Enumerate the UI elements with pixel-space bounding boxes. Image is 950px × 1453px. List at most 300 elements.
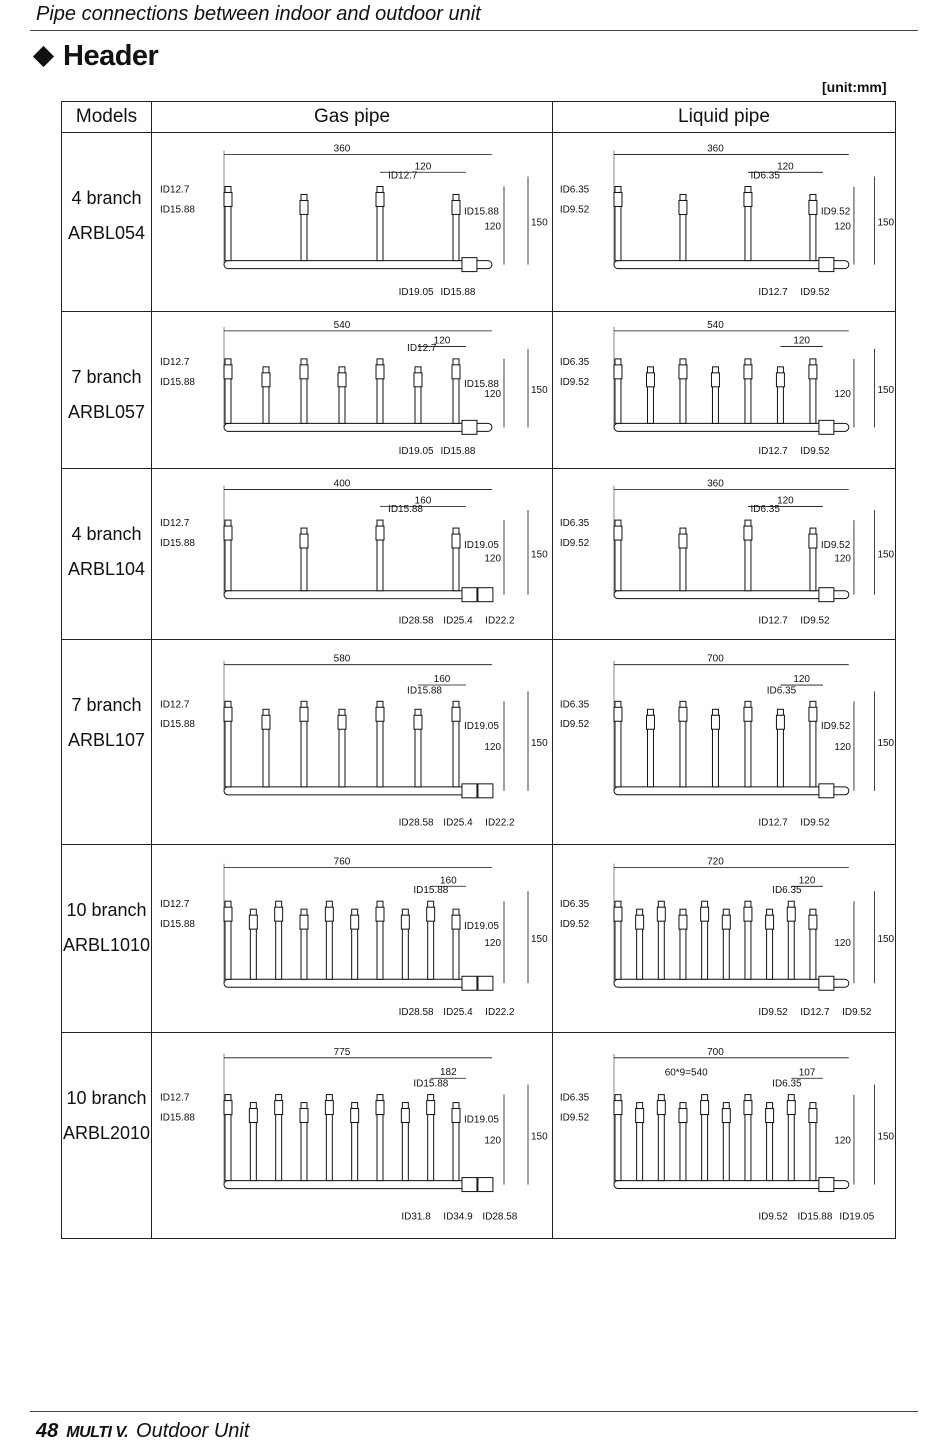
pipe-id-label: ID15.88: [160, 719, 195, 731]
pipe-id-label: ID15.88: [413, 885, 449, 897]
pitch-dimension: 120: [777, 495, 794, 507]
pipe-id-label: ID15.88: [160, 1112, 195, 1124]
gas-pipe-diagram: [152, 469, 552, 639]
branch-socket: [657, 907, 665, 921]
page-title: Pipe connections between indoor and outdoor unit: [36, 3, 481, 25]
branch-socket: [614, 526, 622, 540]
unit-label: [unit:mm]: [822, 79, 887, 95]
pipe-id-label: ID15.88: [160, 204, 195, 216]
overall-dimension: 400: [333, 478, 351, 490]
height-dimension-150: 150: [530, 738, 548, 750]
pitch-dimension: 160: [433, 674, 451, 686]
reducer-socket: [478, 1178, 493, 1192]
branch-socket: [614, 907, 622, 921]
branch-socket: [224, 526, 232, 540]
liquid-pipe-diagram: [553, 312, 895, 468]
table-row: [62, 845, 896, 1033]
header-spec-table: [61, 101, 896, 1239]
branch-socket: [338, 715, 346, 729]
model-code: ARBL104: [67, 559, 146, 579]
reducer-socket: [462, 420, 477, 434]
pitch-dimension: 182: [440, 1067, 457, 1079]
pipe-id-label: ID19.05: [463, 540, 499, 552]
height-dimension-150: 150: [530, 385, 548, 397]
branch-socket: [809, 1109, 817, 1123]
end-id-label: ID25.4: [443, 1006, 473, 1018]
gas-header-drawing: [160, 1047, 548, 1223]
overall-dimension: 700: [707, 653, 724, 665]
pipe-id-label: ID12.7: [407, 342, 437, 354]
branch-socket: [787, 1101, 795, 1115]
overall-dimension: 580: [333, 653, 351, 665]
end-id-label: ID25.4: [443, 817, 473, 829]
pipe-id-label: ID9.52: [559, 919, 590, 931]
height-dimension-120: 120: [834, 938, 851, 950]
height-dimension-120: 120: [834, 742, 851, 754]
branch-socket: [679, 707, 687, 721]
branch-socket: [224, 365, 232, 379]
liquid-pipe-cell: [553, 1033, 896, 1239]
gas-pipe-cell: [152, 845, 553, 1033]
main-pipe: [224, 261, 492, 269]
diamond-bullet-icon: [33, 46, 54, 67]
height-dimension-150: 150: [877, 1131, 895, 1143]
pitch-dimension: 160: [414, 495, 432, 507]
pipe-id-label: ID6.35: [772, 885, 802, 897]
height-dimension-150: 150: [530, 217, 548, 229]
branch-socket: [224, 907, 232, 921]
end-id-label: ID19.05: [398, 286, 434, 298]
pitch-dimension: 107: [798, 1067, 816, 1079]
main-pipe: [614, 423, 849, 431]
height-dimension-120: 120: [484, 389, 502, 401]
pipe-id-label: ID6.35: [559, 356, 590, 368]
pipe-id-label: ID9.52: [820, 540, 851, 552]
end-id-label: ID9.52: [800, 817, 830, 829]
gas-pipe-diagram: [152, 640, 552, 844]
branch-socket: [711, 373, 719, 387]
model-code: ARBL2010: [62, 1123, 151, 1143]
branch-socket: [722, 1109, 730, 1123]
liquid-pipe-cell: [553, 469, 896, 640]
pipe-id-label: ID9.52: [559, 538, 590, 550]
pitch-dimension: 120: [777, 161, 794, 173]
branch-socket: [744, 526, 752, 540]
branch-socket: [744, 707, 752, 721]
model-cell: [62, 1033, 152, 1239]
pipe-id-label: ID12.7: [160, 518, 190, 530]
table-row: [62, 1033, 896, 1239]
pipe-id-label: ID12.7: [388, 170, 418, 182]
pipe-id-label: ID12.7: [160, 184, 190, 196]
branch-socket: [636, 1109, 644, 1123]
main-pipe: [614, 787, 849, 795]
end-id-label: ID9.52: [800, 615, 830, 627]
branch-socket: [646, 715, 654, 729]
end-id-label: ID9.52: [758, 1211, 788, 1223]
end-id-label: ID9.52: [800, 286, 830, 298]
branch-socket: [452, 915, 460, 929]
pipe-id-label: ID12.7: [160, 699, 190, 711]
end-id-label: ID12.7: [758, 445, 788, 457]
pipe-id-label: ID15.88: [413, 1078, 449, 1090]
branch-socket: [744, 907, 752, 921]
main-pipe: [224, 1181, 492, 1189]
reducer-socket: [478, 976, 493, 990]
reducer-socket: [819, 258, 834, 272]
overall-dimension: 700: [707, 1046, 724, 1058]
branch-socket: [766, 1109, 774, 1123]
table-row: [62, 312, 896, 469]
end-id-label: ID9.52: [842, 1006, 872, 1018]
col-header-gas-pipe: Gas pipe: [152, 102, 553, 133]
reducer-socket: [819, 784, 834, 798]
main-pipe: [224, 423, 492, 431]
pitch-dimension: 120: [793, 335, 810, 347]
end-id-label: ID19.05: [839, 1211, 875, 1223]
pipe-id-label: ID15.88: [463, 206, 499, 218]
end-id-label: ID34.9: [443, 1211, 473, 1223]
gas-header-drawing: [160, 320, 548, 457]
main-pipe: [614, 591, 849, 599]
pipe-id-label: ID6.35: [559, 1092, 590, 1104]
height-dimension-150: 150: [530, 1131, 548, 1143]
liquid-pipe-diagram: [553, 469, 895, 639]
pipe-id-label: ID15.88: [160, 538, 195, 550]
height-dimension-150: 150: [530, 549, 548, 561]
top-rule: [30, 30, 918, 31]
reducer-socket: [819, 420, 834, 434]
main-pipe: [224, 979, 492, 987]
pipe-id-label: ID19.05: [463, 1114, 499, 1126]
liquid-pipe-cell: [553, 312, 896, 469]
pipe-id-label: ID15.88: [407, 685, 442, 697]
pipe-id-label: ID15.88: [388, 504, 423, 516]
gas-pipe-diagram: [152, 312, 552, 468]
page-number: 48: [36, 1420, 59, 1442]
gas-pipe-cell: [152, 640, 553, 845]
pipe-id-label: ID6.35: [559, 899, 590, 911]
branch-socket: [401, 1109, 409, 1123]
pitch-dimension: 120: [793, 674, 810, 686]
end-id-label: ID31.8: [401, 1211, 431, 1223]
branch-socket: [262, 373, 270, 387]
pipe-id-label: ID6.35: [772, 1078, 802, 1090]
pipe-id-label: ID9.52: [559, 719, 590, 731]
branch-socket: [776, 373, 784, 387]
branch-socket: [300, 707, 308, 721]
pipe-id-label: ID9.52: [559, 376, 590, 388]
branch-socket: [744, 365, 752, 379]
reducer-socket: [462, 258, 477, 272]
reducer-socket: [478, 784, 493, 798]
branch-count: 10 branch: [66, 1088, 147, 1108]
main-pipe: [614, 261, 849, 269]
branch-socket: [679, 200, 687, 214]
reducer-socket: [462, 588, 477, 602]
gas-header-drawing: [160, 479, 548, 627]
branch-socket: [300, 200, 308, 214]
branch-socket: [646, 373, 654, 387]
branch-socket: [224, 1101, 232, 1115]
branch-socket: [275, 1101, 283, 1115]
overall-dimension: 360: [333, 143, 351, 155]
pipe-id-label: ID12.7: [160, 899, 190, 911]
branch-socket: [300, 365, 308, 379]
pitch-dimension: 120: [414, 161, 432, 173]
branch-socket: [809, 915, 817, 929]
branch-socket: [679, 915, 687, 929]
gas-header-drawing: [160, 654, 548, 829]
gas-pipe-cell: [152, 469, 553, 640]
liquid-header-drawing: [560, 654, 895, 829]
end-id-label: ID12.7: [758, 615, 788, 627]
height-dimension-120: 120: [834, 553, 851, 565]
branch-socket: [300, 534, 308, 548]
branch-socket: [809, 365, 817, 379]
liquid-pipe-diagram: [553, 1033, 895, 1238]
pipe-id-label: ID15.88: [160, 376, 195, 388]
branch-socket: [744, 1101, 752, 1115]
liquid-pipe-cell: [553, 845, 896, 1033]
branch-count: 10 branch: [66, 900, 147, 920]
model-cell: [62, 312, 152, 469]
branch-socket: [809, 707, 817, 721]
model-code: ARBL1010: [62, 935, 151, 955]
end-id-label: ID15.88: [797, 1211, 833, 1223]
brand-logo: MULTI V.: [66, 1424, 129, 1441]
height-dimension-120: 120: [834, 389, 851, 401]
branch-socket: [776, 715, 784, 729]
end-id-label: ID12.7: [758, 286, 788, 298]
section-heading: [36, 40, 158, 73]
end-id-label: ID9.52: [758, 1006, 788, 1018]
end-id-label: ID15.88: [440, 445, 476, 457]
branch-socket: [614, 1101, 622, 1115]
pitch-dimension: 160: [440, 875, 457, 887]
branch-count: 4 branch: [71, 524, 142, 544]
end-id-label: ID9.52: [800, 445, 830, 457]
overall-dimension: 360: [707, 143, 724, 155]
branch-socket: [300, 1109, 308, 1123]
main-pipe: [224, 787, 492, 795]
model-cell: [62, 640, 152, 845]
branch-socket: [376, 907, 384, 921]
branch-socket: [427, 907, 435, 921]
col-header-liquid-pipe: Liquid pipe: [553, 102, 896, 133]
pipe-id-label: ID6.35: [559, 184, 590, 196]
branch-socket: [427, 1101, 435, 1115]
table-row: [62, 133, 896, 312]
overall-dimension: 775: [333, 1046, 351, 1058]
branch-socket: [614, 707, 622, 721]
branch-socket: [300, 915, 308, 929]
end-id-label: ID22.2: [485, 1006, 515, 1018]
end-id-label: ID12.7: [758, 817, 788, 829]
end-id-label: ID28.58: [398, 1006, 434, 1018]
branch-socket: [376, 365, 384, 379]
branch-socket: [414, 715, 422, 729]
gas-pipe-cell: [152, 133, 553, 312]
main-pipe: [224, 591, 492, 599]
branch-socket: [262, 715, 270, 729]
end-id-label: ID28.58: [482, 1211, 518, 1223]
col-header-models: Models: [62, 102, 152, 133]
model-cell: [62, 133, 152, 312]
pitch-dimension: 120: [798, 875, 816, 887]
liquid-pipe-diagram: [553, 640, 895, 844]
reducer-socket: [478, 588, 493, 602]
branch-socket: [701, 1101, 709, 1115]
pipe-id-label: ID6.35: [559, 699, 590, 711]
pipe-id-label: ID19.05: [463, 921, 499, 933]
pipe-id-label: ID9.52: [559, 204, 590, 216]
height-dimension-120: 120: [834, 221, 851, 233]
branch-socket: [809, 534, 817, 548]
height-dimension-150: 150: [877, 934, 895, 946]
branch-socket: [224, 192, 232, 206]
section-heading-text: Header: [63, 40, 159, 72]
table-header-row: [62, 102, 896, 133]
main-pipe: [614, 1181, 849, 1189]
reducer-socket: [819, 588, 834, 602]
height-dimension-120: 120: [484, 1135, 502, 1147]
pipe-id-label: ID6.35: [750, 170, 780, 182]
branch-socket: [722, 915, 730, 929]
model-code: ARBL107: [67, 730, 146, 750]
table-row: [62, 640, 896, 845]
gas-pipe-cell: [152, 1033, 553, 1239]
liquid-pipe-diagram: [553, 845, 895, 1032]
liquid-header-drawing: [560, 144, 895, 298]
branch-socket: [679, 1109, 687, 1123]
height-dimension-120: 120: [484, 938, 502, 950]
branch-count: 4 branch: [71, 188, 142, 208]
height-dimension-150: 150: [877, 385, 895, 397]
pipe-id-label: ID12.7: [160, 1092, 190, 1104]
main-pipe: [614, 979, 849, 987]
branch-socket: [809, 200, 817, 214]
branch-socket: [325, 1101, 333, 1115]
branch-socket: [452, 365, 460, 379]
branch-socket: [414, 373, 422, 387]
branch-socket: [452, 200, 460, 214]
branch-socket: [679, 365, 687, 379]
branch-socket: [376, 526, 384, 540]
branch-socket: [614, 365, 622, 379]
pipe-id-label: ID12.7: [160, 356, 190, 368]
reducer-socket: [462, 976, 477, 990]
table-row: [62, 469, 896, 640]
reducer-socket: [462, 784, 477, 798]
branch-socket: [787, 907, 795, 921]
overall-dimension: 540: [707, 319, 724, 331]
pipe-id-label: ID6.35: [750, 504, 780, 516]
reducer-socket: [462, 1178, 477, 1192]
pipe-id-label: ID9.52: [820, 721, 851, 733]
end-id-label: ID28.58: [398, 615, 434, 627]
pipe-id-label: ID19.05: [463, 721, 499, 733]
gas-pipe-diagram: [152, 845, 552, 1032]
branch-socket: [275, 907, 283, 921]
branch-socket: [351, 1109, 359, 1123]
model-code: ARBL054: [67, 223, 146, 243]
branch-socket: [679, 534, 687, 548]
gas-header-drawing: [160, 857, 548, 1018]
pipe-id-label: ID6.35: [766, 685, 797, 697]
page-footer: [36, 1420, 249, 1443]
branch-socket: [249, 1109, 257, 1123]
reducer-socket: [819, 1178, 834, 1192]
overall-dimension: 360: [707, 478, 724, 490]
branch-socket: [376, 707, 384, 721]
pitch-dimension: 120: [433, 335, 451, 347]
branch-socket: [376, 192, 384, 206]
height-dimension-150: 150: [877, 549, 895, 561]
branch-socket: [711, 715, 719, 729]
pipe-id-label: ID15.88: [160, 919, 195, 931]
model-cell: [62, 845, 152, 1033]
branch-socket: [452, 1109, 460, 1123]
end-id-label: ID25.4: [443, 615, 473, 627]
end-id-label: ID28.58: [398, 817, 434, 829]
end-id-label: ID22.2: [485, 817, 515, 829]
branch-socket: [325, 907, 333, 921]
liquid-pipe-diagram: [553, 133, 895, 311]
overall-dimension: 760: [333, 856, 351, 868]
branch-socket: [452, 707, 460, 721]
footer-product: Outdoor Unit: [136, 1420, 250, 1442]
gas-pipe-diagram: [152, 1033, 552, 1238]
height-dimension-120: 120: [484, 553, 502, 565]
branch-socket: [401, 915, 409, 929]
height-dimension-120: 120: [484, 742, 502, 754]
end-id-label: ID19.05: [398, 445, 434, 457]
branch-count: 7 branch: [71, 695, 142, 715]
liquid-header-drawing: [560, 320, 895, 457]
liquid-pipe-cell: [553, 640, 896, 845]
end-id-label: ID15.88: [440, 286, 476, 298]
branch-socket: [657, 1101, 665, 1115]
height-dimension-120: 120: [484, 221, 502, 233]
model-code: ARBL057: [67, 402, 146, 422]
height-dimension-150: 150: [530, 934, 548, 946]
liquid-header-drawing: [560, 479, 895, 627]
branch-socket: [338, 373, 346, 387]
height-dimension-150: 150: [877, 738, 895, 750]
pipe-id-label: ID9.52: [559, 1112, 590, 1124]
liquid-header-drawing: [560, 857, 895, 1018]
branch-socket: [224, 707, 232, 721]
pipe-id-label: ID6.35: [559, 518, 590, 530]
end-id-label: ID22.2: [485, 615, 515, 627]
height-dimension-150: 150: [877, 217, 895, 229]
pipe-id-label: ID15.88: [463, 378, 499, 390]
branch-socket: [701, 907, 709, 921]
inner-dimension: 60*9=540: [664, 1067, 708, 1079]
pipe-id-label: ID9.52: [820, 206, 851, 218]
end-id-label: ID12.7: [800, 1006, 830, 1018]
branch-socket: [376, 1101, 384, 1115]
gas-pipe-cell: [152, 312, 553, 469]
reducer-socket: [819, 976, 834, 990]
bottom-rule: [30, 1411, 918, 1412]
model-cell: [62, 469, 152, 640]
gas-header-drawing: [160, 144, 548, 298]
branch-socket: [351, 915, 359, 929]
branch-socket: [452, 534, 460, 548]
branch-socket: [766, 915, 774, 929]
